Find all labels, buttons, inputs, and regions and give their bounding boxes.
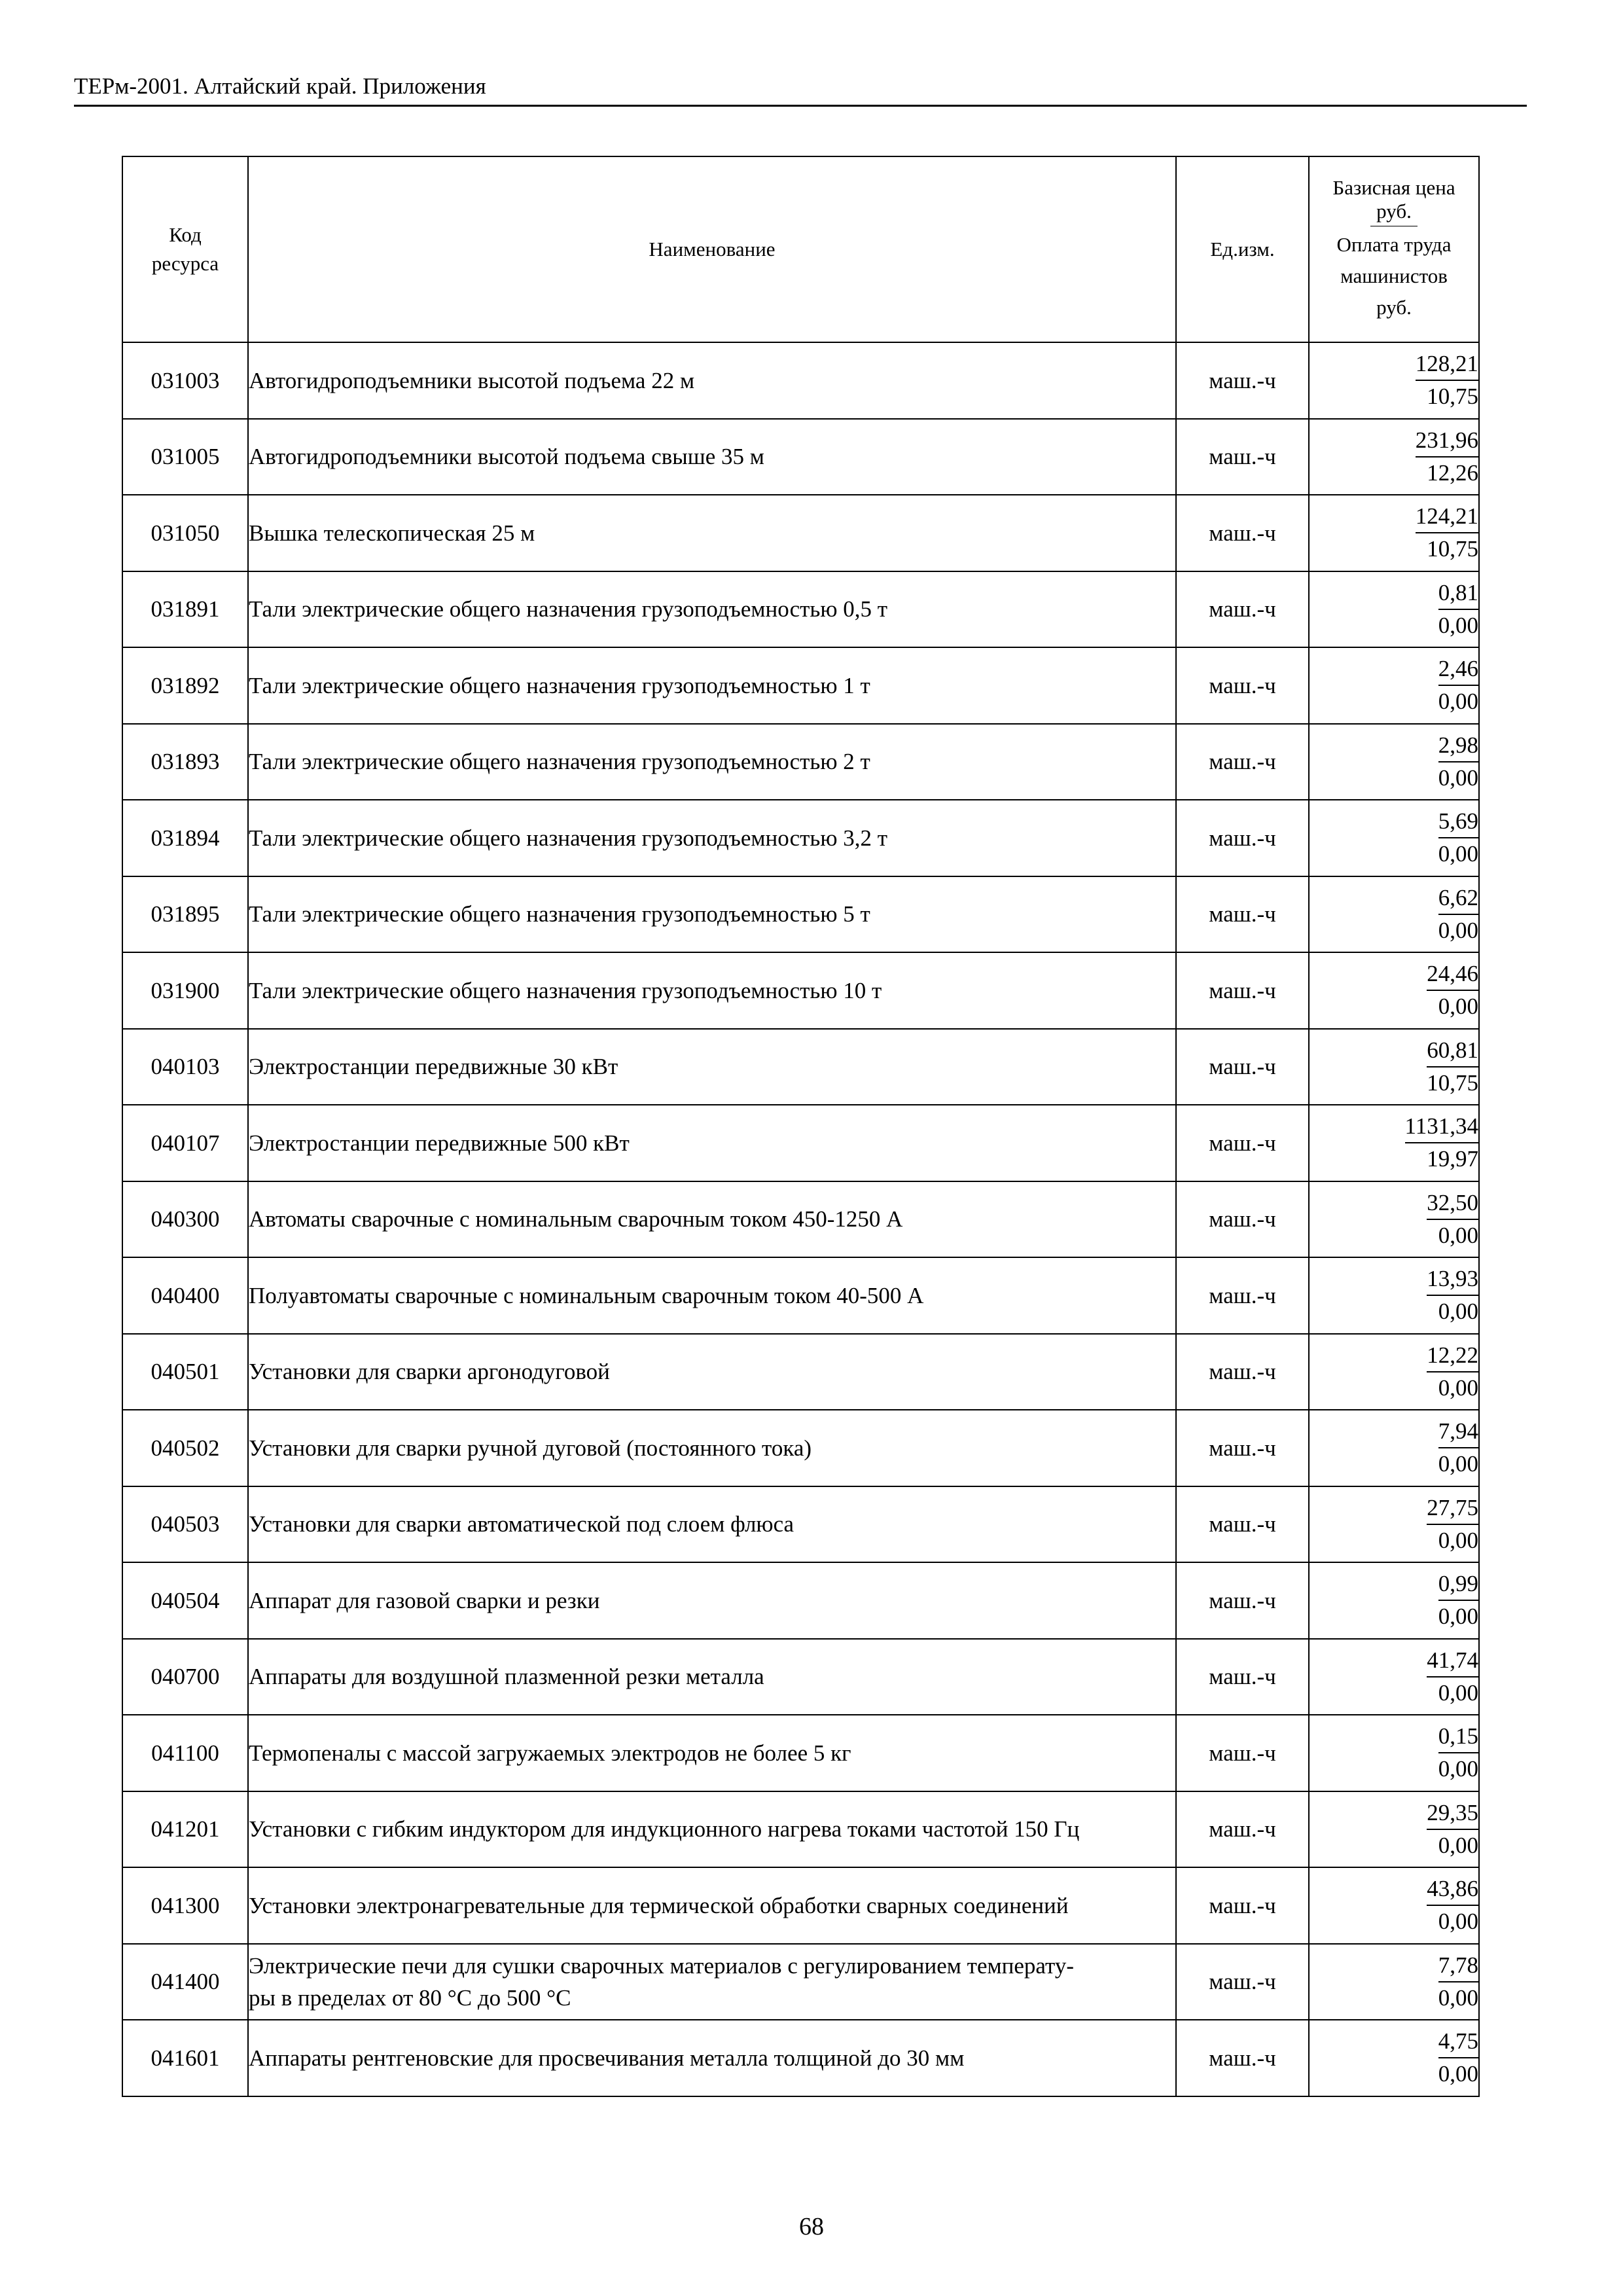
resource-price-cell xyxy=(1309,1715,1479,1791)
base-price: 6,62 xyxy=(1438,882,1478,915)
resource-unit: маш.-ч xyxy=(1176,1791,1309,1868)
price-fraction xyxy=(1416,501,1478,565)
resource-unit: маш.-ч xyxy=(1176,1105,1309,1181)
table-row xyxy=(122,2020,1479,2096)
table-row xyxy=(122,1029,1479,1105)
resource-name: Электростанции передвижные 500 кВт xyxy=(248,1105,1176,1181)
resource-code: 031005 xyxy=(122,419,248,495)
resource-name: Установки для сварки аргонодуговой xyxy=(248,1334,1176,1410)
table-row xyxy=(122,1639,1479,1715)
resource-price-cell xyxy=(1309,1562,1479,1639)
operator-labor-cost: 0,00 xyxy=(1438,1222,1478,1248)
resource-price-cell xyxy=(1309,1334,1479,1410)
base-price: 60,81 xyxy=(1427,1035,1478,1067)
resource-name: Тали электрические общего назначения грузоподъемностью 0,5 т xyxy=(248,571,1176,648)
table-row xyxy=(122,1867,1479,1944)
table-row xyxy=(122,1181,1479,1258)
resource-price-cell xyxy=(1309,1410,1479,1486)
resource-code: 041601 xyxy=(122,2020,248,2096)
base-price: 0,99 xyxy=(1438,1568,1478,1601)
resource-unit: маш.-ч xyxy=(1176,1486,1309,1563)
table-row xyxy=(122,647,1479,724)
resource-unit: маш.-ч xyxy=(1176,571,1309,648)
column-header-code xyxy=(122,156,248,342)
operator-labor-cost: 0,00 xyxy=(1438,1451,1478,1477)
page-number: 68 xyxy=(799,2213,824,2240)
price-fraction xyxy=(1427,1797,1478,1861)
price-fraction xyxy=(1427,1035,1478,1099)
price-fraction xyxy=(1427,1645,1478,1709)
price-fraction xyxy=(1427,1492,1478,1556)
resource-name-line: Электрические печи для сушки сварочных материалов с регулированием температу- xyxy=(249,1952,1075,1979)
operator-labor-cost: 10,75 xyxy=(1427,384,1478,410)
table-row xyxy=(122,1105,1479,1181)
operator-labor-cost: 0,00 xyxy=(1438,1604,1478,1630)
column-header-price xyxy=(1309,156,1479,342)
resource-price-cell xyxy=(1309,419,1479,495)
table-row xyxy=(122,876,1479,953)
base-price: 29,35 xyxy=(1427,1797,1478,1830)
base-price: 231,96 xyxy=(1416,425,1478,457)
resource-code: 040300 xyxy=(122,1181,248,1258)
table-row xyxy=(122,1562,1479,1639)
price-fraction xyxy=(1416,348,1478,412)
base-price: 24,46 xyxy=(1427,958,1478,991)
resource-name: Аппарат для газовой сварки и резки xyxy=(248,1562,1176,1639)
resource-code: 031050 xyxy=(122,495,248,571)
resource-unit: маш.-ч xyxy=(1176,2020,1309,2096)
operator-labor-cost: 0,00 xyxy=(1438,1299,1478,1325)
price-fraction xyxy=(1416,425,1478,489)
resource-price-cell xyxy=(1309,2020,1479,2096)
resource-name: Термопеналы с массой загружаемых электродов не более 5 кг xyxy=(248,1715,1176,1791)
price-fraction xyxy=(1438,577,1478,641)
resource-code: 031894 xyxy=(122,800,248,876)
table-row xyxy=(122,1486,1479,1563)
price-fraction xyxy=(1438,2026,1478,2090)
resource-name: Тали электрические общего назначения грузоподъемностью 3,2 т xyxy=(248,800,1176,876)
resource-price-cell xyxy=(1309,342,1479,419)
resource-price-cell xyxy=(1309,1486,1479,1563)
resource-name: Тали электрические общего назначения грузоподъемностью 1 т xyxy=(248,647,1176,724)
price-fraction xyxy=(1438,806,1478,870)
resource-unit: маш.-ч xyxy=(1176,1639,1309,1715)
resource-name: Установки с гибким индуктором для индукционного нагрева токами частотой 150 Гц xyxy=(248,1791,1176,1868)
resource-code: 040501 xyxy=(122,1334,248,1410)
column-header-name: Наименование xyxy=(248,156,1176,342)
resource-unit: маш.-ч xyxy=(1176,1562,1309,1639)
resource-price-cell xyxy=(1309,1867,1479,1944)
resource-price-cell xyxy=(1309,1791,1479,1868)
operator-labor-cost: 0,00 xyxy=(1438,1832,1478,1858)
resource-price-cell xyxy=(1309,1105,1479,1181)
resource-code: 031895 xyxy=(122,876,248,953)
base-price: 2,46 xyxy=(1438,653,1478,686)
resource-name: Аппараты рентгеновские для просвечивания металла толщиной до 30 мм xyxy=(248,2020,1176,2096)
resource-unit: маш.-ч xyxy=(1176,1257,1309,1334)
operator-labor-cost: 10,75 xyxy=(1427,536,1478,562)
table-row xyxy=(122,419,1479,495)
base-price: 32,50 xyxy=(1427,1187,1478,1220)
resource-name: Установки для сварки автоматической под слоем флюса xyxy=(248,1486,1176,1563)
price-fraction xyxy=(1427,1263,1478,1327)
operator-labor-cost: 0,00 xyxy=(1438,1374,1478,1401)
base-price: 0,15 xyxy=(1438,1721,1478,1753)
base-price: 1131,34 xyxy=(1405,1111,1478,1143)
resource-code: 040400 xyxy=(122,1257,248,1334)
price-fraction xyxy=(1438,1568,1478,1632)
operator-labor-cost: 0,00 xyxy=(1438,1527,1478,1553)
resource-unit: маш.-ч xyxy=(1176,1715,1309,1791)
table-header-row xyxy=(122,156,1479,342)
price-fraction xyxy=(1438,653,1478,717)
resource-name: Автогидроподъемники высотой подъема свыше 35 м xyxy=(248,419,1176,495)
column-header-price-bottom: Оплата труда машинистов руб. xyxy=(1336,232,1452,319)
operator-labor-cost: 0,00 xyxy=(1438,2061,1478,2087)
operator-labor-cost: 10,75 xyxy=(1427,1069,1478,1096)
resource-unit: маш.-ч xyxy=(1176,342,1309,419)
resource-code: 041201 xyxy=(122,1791,248,1868)
price-fraction xyxy=(1427,1873,1478,1937)
operator-labor-cost: 0,00 xyxy=(1438,1679,1478,1706)
resource-name: Вышка телескопическая 25 м xyxy=(248,495,1176,571)
table-row xyxy=(122,1334,1479,1410)
table-row xyxy=(122,1257,1479,1334)
resource-code: 040700 xyxy=(122,1639,248,1715)
table-row xyxy=(122,1944,1479,2020)
price-fraction xyxy=(1438,882,1478,946)
table-row xyxy=(122,952,1479,1029)
resource-unit: маш.-ч xyxy=(1176,1029,1309,1105)
resource-name: Электростанции передвижные 30 кВт xyxy=(248,1029,1176,1105)
resource-name: Аппараты для воздушной плазменной резки металла xyxy=(248,1639,1176,1715)
base-price: 13,93 xyxy=(1427,1263,1478,1296)
base-price: 4,75 xyxy=(1438,2026,1478,2058)
resource-price-cell xyxy=(1309,724,1479,800)
base-price: 7,78 xyxy=(1438,1950,1478,1982)
operator-labor-cost: 19,97 xyxy=(1427,1146,1478,1172)
resource-name-line: ры в пределах от 80 °С до 500 °С xyxy=(249,1984,571,2011)
resource-unit: маш.-ч xyxy=(1176,1334,1309,1410)
operator-labor-cost: 0,00 xyxy=(1438,917,1478,943)
base-price: 124,21 xyxy=(1416,501,1478,533)
resource-name xyxy=(248,1944,1176,2020)
base-price: 0,81 xyxy=(1438,577,1478,610)
price-fraction xyxy=(1438,1950,1478,2014)
price-fraction xyxy=(1405,1111,1478,1175)
resource-table xyxy=(122,156,1480,2097)
table-row xyxy=(122,1715,1479,1791)
base-price: 7,94 xyxy=(1438,1416,1478,1448)
resource-code: 031891 xyxy=(122,571,248,648)
resource-unit: маш.-ч xyxy=(1176,952,1309,1029)
resource-code: 040107 xyxy=(122,1105,248,1181)
resource-code: 031003 xyxy=(122,342,248,419)
table-row xyxy=(122,571,1479,648)
resource-price-cell xyxy=(1309,876,1479,953)
price-fraction xyxy=(1427,1340,1478,1404)
base-price: 12,22 xyxy=(1427,1340,1478,1372)
resource-name: Тали электрические общего назначения грузоподъемностью 10 т xyxy=(248,952,1176,1029)
resource-name: Автогидроподъемники высотой подъема 22 м xyxy=(248,342,1176,419)
price-fraction xyxy=(1438,1721,1478,1785)
resource-code: 040103 xyxy=(122,1029,248,1105)
base-price: 27,75 xyxy=(1427,1492,1478,1525)
price-fraction xyxy=(1438,730,1478,794)
resource-price-cell xyxy=(1309,647,1479,724)
operator-labor-cost: 12,26 xyxy=(1427,459,1478,486)
resource-unit: маш.-ч xyxy=(1176,1410,1309,1486)
price-fraction xyxy=(1438,1416,1478,1480)
operator-labor-cost: 0,00 xyxy=(1438,1984,1478,2011)
operator-labor-cost: 0,00 xyxy=(1438,612,1478,638)
base-price: 43,86 xyxy=(1427,1873,1478,1906)
resource-name: Установки электронагревательные для термической обработки сварных соединений xyxy=(248,1867,1176,1944)
resource-unit: маш.-ч xyxy=(1176,724,1309,800)
resource-unit: маш.-ч xyxy=(1176,1944,1309,2020)
base-price: 41,74 xyxy=(1427,1645,1478,1677)
column-header-code-label: Код ресурса xyxy=(151,223,219,275)
resource-price-cell xyxy=(1309,952,1479,1029)
column-header-price-top: Базисная цена руб. xyxy=(1332,175,1455,223)
resource-code: 041100 xyxy=(122,1715,248,1791)
table-row xyxy=(122,1791,1479,1868)
resource-unit: маш.-ч xyxy=(1176,876,1309,953)
page-header: ТЕРм-2001. Алтайский край. Приложения xyxy=(74,71,1527,107)
resource-price-cell xyxy=(1309,1944,1479,2020)
operator-labor-cost: 0,00 xyxy=(1438,1756,1478,1782)
column-header-unit: Ед.изм. xyxy=(1176,156,1309,342)
price-fraction xyxy=(1427,1187,1478,1251)
base-price: 2,98 xyxy=(1438,730,1478,762)
resource-price-cell xyxy=(1309,800,1479,876)
resource-name: Установки для сварки ручной дуговой (постоянного тока) xyxy=(248,1410,1176,1486)
resource-price-cell xyxy=(1309,1029,1479,1105)
resource-code: 040504 xyxy=(122,1562,248,1639)
base-price: 128,21 xyxy=(1416,348,1478,381)
resource-unit: маш.-ч xyxy=(1176,647,1309,724)
resource-code: 040502 xyxy=(122,1410,248,1486)
operator-labor-cost: 0,00 xyxy=(1438,764,1478,791)
operator-labor-cost: 0,00 xyxy=(1438,689,1478,715)
resource-code: 031892 xyxy=(122,647,248,724)
resource-name: Автоматы сварочные с номинальным сварочным током 450-1250 А xyxy=(248,1181,1176,1258)
resource-price-cell xyxy=(1309,1639,1479,1715)
resource-price-cell xyxy=(1309,1181,1479,1258)
table-row xyxy=(122,800,1479,876)
price-fraction xyxy=(1427,958,1478,1022)
resource-code: 040503 xyxy=(122,1486,248,1563)
resource-price-cell xyxy=(1309,495,1479,571)
resource-unit: маш.-ч xyxy=(1176,800,1309,876)
resource-code: 041300 xyxy=(122,1867,248,1944)
table-row xyxy=(122,724,1479,800)
table-body xyxy=(122,342,1479,2096)
base-price: 5,69 xyxy=(1438,806,1478,838)
resource-unit: маш.-ч xyxy=(1176,495,1309,571)
table-row xyxy=(122,495,1479,571)
operator-labor-cost: 0,00 xyxy=(1438,841,1478,867)
operator-labor-cost: 0,00 xyxy=(1438,994,1478,1020)
resource-name: Тали электрические общего назначения грузоподъемностью 2 т xyxy=(248,724,1176,800)
resource-price-cell xyxy=(1309,571,1479,648)
resource-code: 031900 xyxy=(122,952,248,1029)
resource-name: Полуавтоматы сварочные с номинальным сварочным током 40-500 А xyxy=(248,1257,1176,1334)
resource-unit: маш.-ч xyxy=(1176,419,1309,495)
resource-code: 031893 xyxy=(122,724,248,800)
resource-code: 041400 xyxy=(122,1944,248,2020)
resource-unit: маш.-ч xyxy=(1176,1181,1309,1258)
resource-unit: маш.-ч xyxy=(1176,1867,1309,1944)
resource-price-cell xyxy=(1309,1257,1479,1334)
resource-name: Тали электрические общего назначения грузоподъемностью 5 т xyxy=(248,876,1176,953)
table-row xyxy=(122,342,1479,419)
operator-labor-cost: 0,00 xyxy=(1438,1909,1478,1935)
table-row xyxy=(122,1410,1479,1486)
